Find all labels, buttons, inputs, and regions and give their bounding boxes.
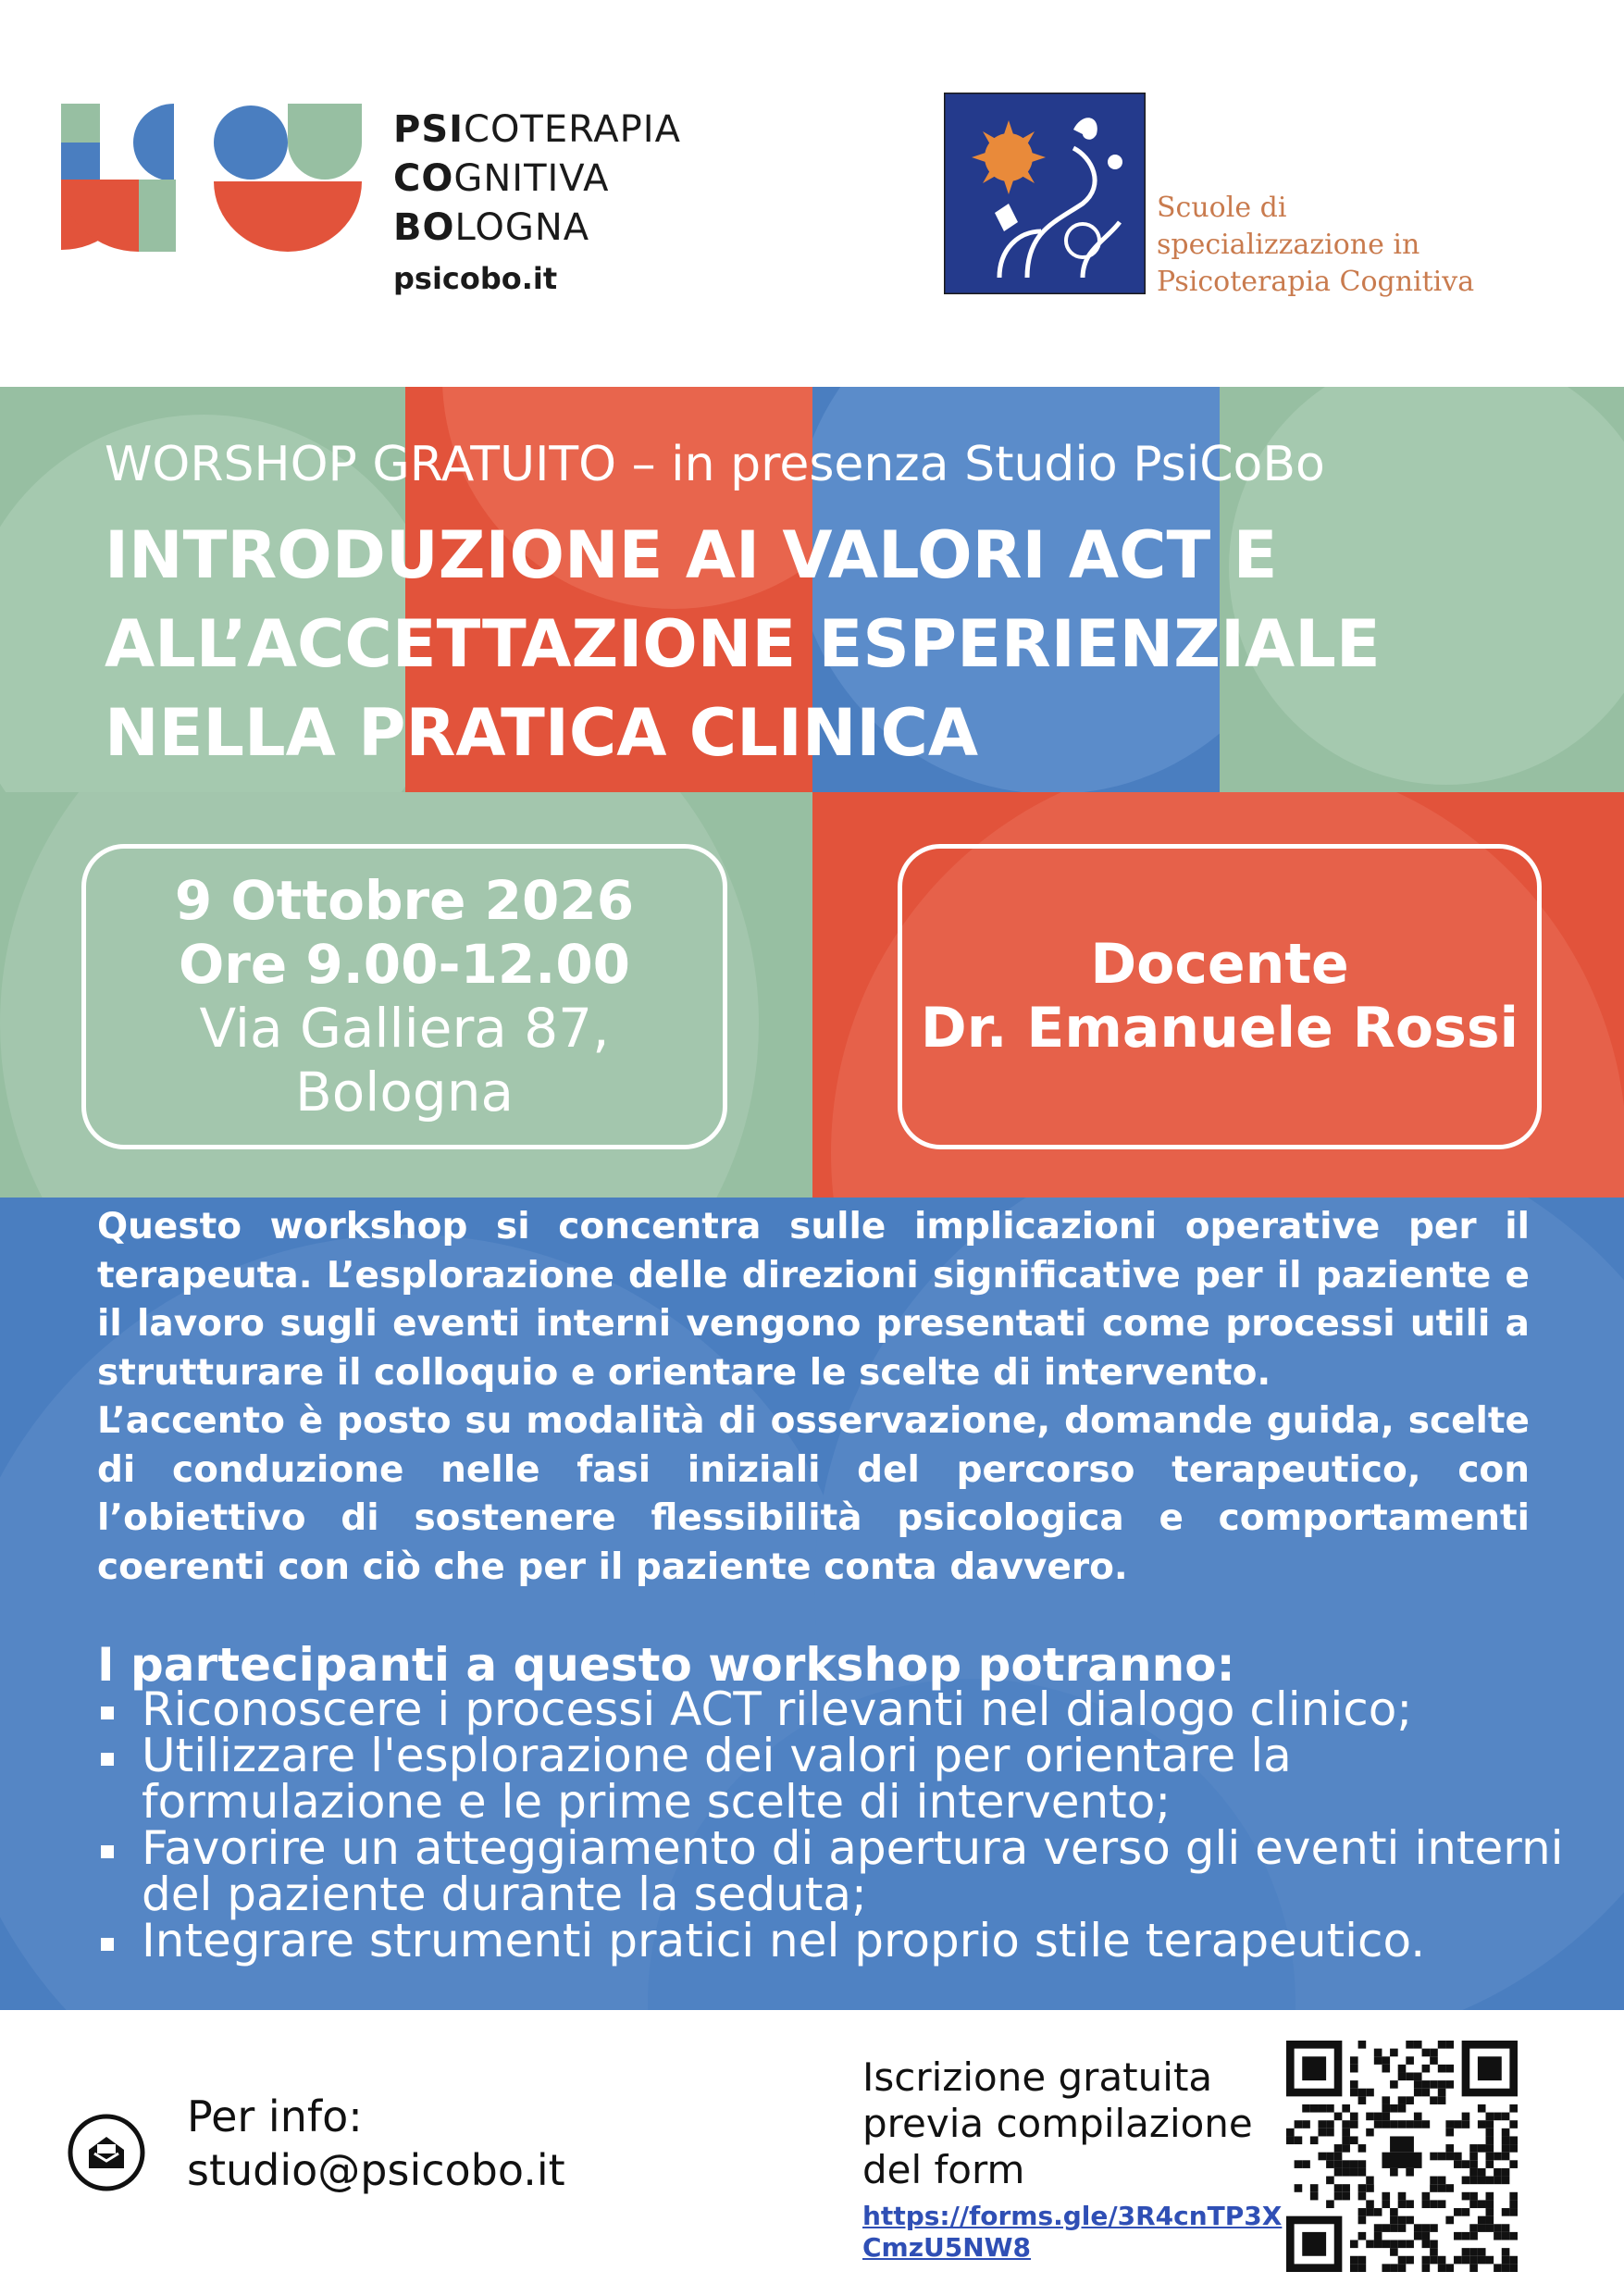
teacher-name: Dr. Emanuele Rossi [920,996,1519,1061]
description-paragraph-1: Questo workshop si concentra sulle implicazioni operative per il terapeuta. L’esplorazione delle direzioni significative per il paziente e il lavoro sugli eventi interni vengono presentati come processi utili a strutturare il colloquio e orientare le scelte di intervento. [97,1206,1530,1394]
list-item: Integrare strumenti pratici nel proprio stile terapeutico. [97,1917,1578,1964]
registration-info: Iscrizione gratuita previa compilazione del form https://forms.gle/3R4cnTP3X CmzU5NW8 [862,2054,1283,2263]
event-details-box [81,844,727,1149]
brand-url: psicobo.it [393,261,558,296]
teacher-label: Docente [1090,932,1349,997]
list-item: Riconoscere i processi ACT rilevanti nel dialogo clinico; [97,1686,1578,1732]
school-name: Scuole di specializzazione in Psicoterapia Cognitiva [1157,192,1475,298]
event-subtitle: WORSHOP GRATUITO – in presenza Studio PsiCoBo [105,437,1325,492]
form-link[interactable]: https://forms.gle/3R4cnTP3X CmzU5NW8 [862,2201,1283,2263]
qr-code-icon[interactable] [1286,2041,1518,2272]
event-address: Via Galliera 87, [199,997,610,1060]
mail-icon [67,2113,146,2192]
list-item: Favorire un atteggiamento di apertura verso gli eventi interni del paziente durante la seduta; [97,1825,1578,1917]
outcomes-list [97,1682,1578,1967]
school-logo-icon [944,93,1146,294]
outcomes-lead: I partecipanti a questo workshop potranno: [97,1638,1235,1692]
info-email[interactable]: studio@psicobo.it [187,2145,565,2195]
info-label: Per info: [187,2091,363,2141]
event-date: 9 Ottobre 2026 [174,869,635,932]
description-paragraph-2: L’accento è posto su modalità di osservazione, domande guida, scelte di conduzione nelle fasi iniziali del percorso terapeutico, con l’obiettivo di sostenere flessibilità psicologica e comportamenti coerenti con ciò che per il paziente conta davvero. [97,1400,1530,1588]
contact-info [187,2090,565,2197]
teacher-box [898,844,1542,1149]
list-item: Utilizzare l'esplorazione dei valori per orientare la formulazione e le prime scelte di intervento; [97,1732,1578,1825]
event-title: INTRODUZIONE AI VALORI ACT E ALL’ACCETTAZIONE ESPERIENZIALE NELLA PRATICA CLINICA [105,517,1381,771]
event-time: Ore 9.00-12.00 [178,933,631,996]
workshop-description [97,1203,1530,1592]
psicobo-logo-icon [61,104,362,252]
brand-name: PSICOTERAPIA COGNITIVA BOLOGNA psicobo.it [393,105,681,304]
event-city: Bologna [295,1061,514,1123]
